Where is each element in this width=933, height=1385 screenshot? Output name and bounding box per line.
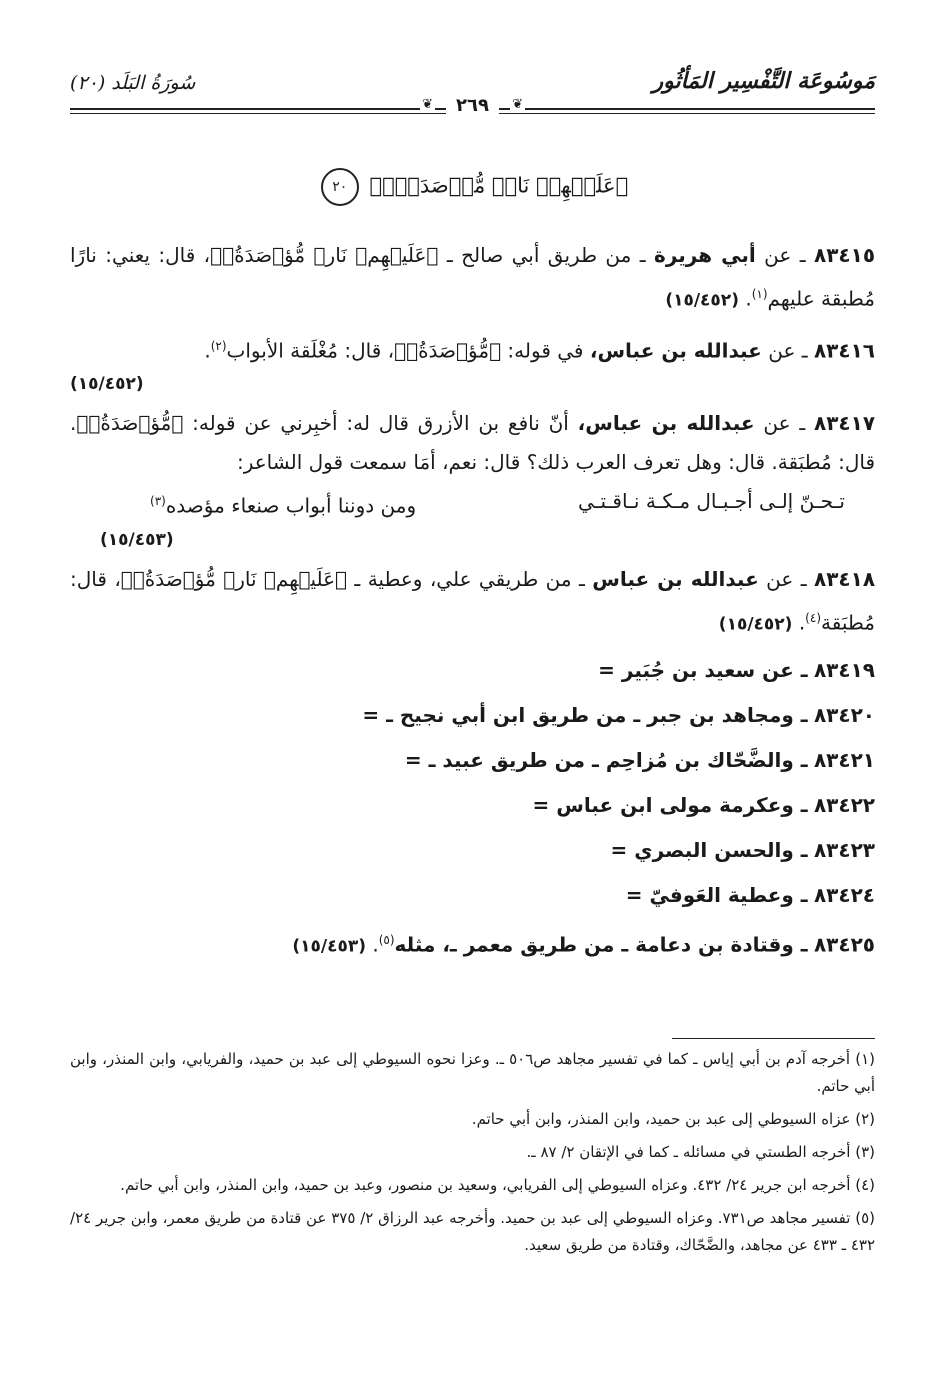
footnote: (٢) عزاه السيوطي إلى عبد بن حميد، وابن المنذر، وابن أبي حاتم. [471, 1110, 875, 1128]
entry-text: ـ وعكرمة مولى ابن عباس = [532, 792, 808, 817]
entry-text: في قوله: ﴿مُّؤۡصَدَةُۢ﴾، قال: مُغْلَقة الأبواب [226, 338, 584, 363]
entry-text: ـ وعطية العَوفيّ = [625, 882, 808, 907]
entry-text: ـ من طريقي علي، وعطية ـ ﴿عَلَيۡهِمۡ نَارٞ مُّؤۡصَدَةُۢ﴾، قال: مُطبَقة [70, 566, 875, 635]
list-entry [70, 786, 875, 825]
entry-text: ـ والضَّحّاك بن مُزاحِم ـ من طريق عبيد ـ = [404, 747, 808, 772]
entry [70, 236, 875, 321]
entry-number: ٨٣٤٢٤ [813, 882, 875, 907]
entry-author: عبدالله بن عباس، [577, 411, 755, 436]
entry [70, 327, 875, 399]
footnote-marker: (١) [751, 287, 768, 301]
footnote-marker: (٤) [805, 610, 821, 625]
entry-tail: . [204, 338, 211, 363]
poem-first-hemistich: تـحـنّ إلـى أجـبـال مـكـة نـاقـتـي [577, 489, 845, 514]
footnote-marker: (٢) [210, 338, 227, 353]
entry-number: ٨٣٤١٦ [813, 338, 875, 363]
entry [70, 404, 875, 554]
list-entry [70, 741, 875, 780]
entry-lead: ـ عن [764, 243, 806, 267]
entry-text: ـ وقتادة بن دعامة ـ من طريق معمر ـ، مثله [394, 932, 808, 957]
footnote-rule [672, 1038, 875, 1039]
entry-number: ٨٣٤٢٥ [813, 932, 875, 957]
ornament-icon: ❦ [512, 97, 523, 112]
page-number: ٢٦٩ [446, 95, 499, 116]
entry-author: أبي هريرة [654, 243, 756, 267]
entry-reference: (١٥/٤٥٢) [665, 290, 739, 311]
entry [70, 560, 875, 645]
verse-number: ٢٠ [321, 168, 359, 206]
page-header [70, 62, 875, 118]
entry-tail: . [798, 610, 806, 635]
entry-lead: ـ عن [766, 566, 807, 591]
list-entry [70, 696, 875, 735]
entry-lead: ـ عن [763, 411, 806, 436]
list-entry [70, 876, 875, 915]
poem-verse [70, 482, 875, 526]
footnote: (٥) تفسير مجاهد ص٧٣١. وعزاه السيوطي إلى عبد بن حميد. وأخرجه عبد الرزاق ٢/ ٣٧٥ عن قتادة من طريق معمر، وابن جرير ٢٤/ ٤٣٢ ـ ٤٣٣ عن مجاهد، والضَّحّاك، وقتادة من طريق سعيد. [70, 1209, 876, 1254]
entry-number: ٨٣٤١٥ [814, 243, 876, 267]
entry-text: ـ والحسن البصري = [610, 837, 808, 862]
entry-reference: (١٥/٤٥٢) [70, 374, 144, 395]
footnote-marker: (٣) [150, 494, 166, 509]
entry-lead: ـ عن [768, 338, 808, 363]
footnote: (٤) أخرجه ابن جرير ٢٤/ ٤٣٢. وعزاه السيوطي إلى الفريابي، وسعيد بن منصور، وعبد بن حميد، وابن المنذر، وابن أبي حاتم. [120, 1176, 875, 1194]
verse-heading [70, 168, 875, 206]
footnote: (٣) أخرجه الطستي في مسائله ـ كما في الإتقان ٢/ ٨٧ ـ. [526, 1143, 875, 1161]
surah-title: سُورَةُ البَلَد (٢٠) [70, 72, 196, 94]
book-title: مَوسُوعَة التَّفْسِير المَأثُور [652, 68, 875, 94]
ornament-icon: ❦ [422, 97, 433, 112]
poem-second-hemistich: ومن دوننا أبواب صنعاء مؤصده [165, 493, 417, 518]
entry-text: ـ ومجاهد بن جبر ـ من طريق ابن أبي نجيح ـ = [362, 702, 808, 727]
poem-reference: (١٥/٤٥٣) [100, 529, 174, 550]
entry-number: ٨٣٤٢١ [813, 747, 875, 772]
entry-text: ـ من طريق أبي صالح ـ ﴿عَلَيۡهِمۡ نَارٞ مُّؤۡصَدَةُۢ﴾، قال: يعني: نارًا مُطبقة عليهم [70, 243, 875, 311]
entry-tail: . [372, 932, 379, 957]
entry-number: ٨٣٤٢٠ [813, 702, 875, 727]
entry-number: ٨٣٤١٧ [814, 411, 876, 436]
entry-number: ٨٣٤٢٢ [813, 792, 875, 817]
list-entry [70, 831, 875, 870]
entry-author: عبدالله بن عباس [592, 566, 759, 591]
entry-reference: (١٥/٤٥٢) [718, 614, 793, 635]
entry-number: ٨٣٤٢٣ [813, 837, 875, 862]
entry-number: ٨٣٤١٩ [813, 657, 875, 682]
entry-author: عبدالله بن عباس، [589, 338, 762, 363]
footnote-marker: (٥) [378, 932, 395, 947]
entry-text: ـ عن سعيد بن جُبَير = [598, 657, 808, 682]
entry-text: أنّ نافع بن الأزرق قال له: أخبِرني عن قوله: ﴿مُّؤۡصَدَةُۢ﴾. قال: مُطبَقة. قال: وهل تعرف العرب ذلك؟ قال: نعم، أمَا سمعت قول الشاعر: [70, 411, 875, 475]
verse-text: ﴿عَلَيۡهِمۡ نَارٞ مُّؤۡصَدَةُۢ﴾ [369, 173, 629, 198]
main-text [70, 236, 875, 972]
entry [70, 921, 875, 967]
entry-reference: (١٥/٤٥٣) [292, 936, 366, 957]
entry-tail: . [745, 286, 752, 311]
entry-number: ٨٣٤١٨ [813, 566, 876, 591]
footnotes [70, 1046, 875, 1265]
list-entry [70, 651, 875, 690]
footnote: (١) أخرجه آدم بن أبي إياس ـ كما في تفسير مجاهد ص٥٠٦ ـ. وعزا نحوه السيوطي إلى عبد بن حميد، والفريابي، وابن المنذر، وابن أبي حاتم. [70, 1050, 875, 1095]
